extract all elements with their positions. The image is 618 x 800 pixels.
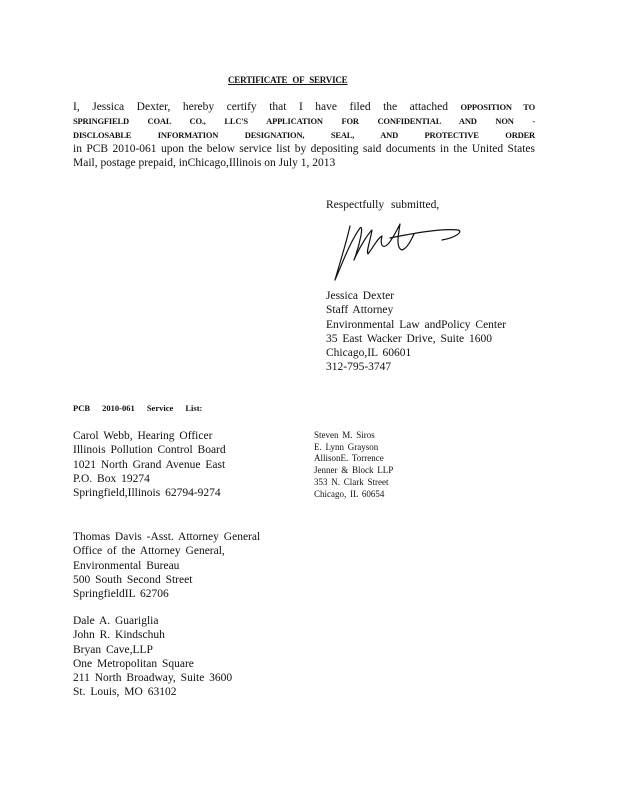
signer-phone: 312-795-3747 [326,361,392,374]
body-line-2: SPRINGFIELD COAL CO., LLC'S APPLICATION FOR CONFIDENTIAL AND NON - [73,116,535,126]
closing-text: Respectfully submitted, [326,199,440,211]
body-line-3: DISCLOSABLE INFORMATION DESIGNATION, SEAL, AND PROTECTIVE ORDER [73,130,535,140]
recipient-address: Carol Webb, Hearing Officer Illinois Pollution Control Board 1021 North Grand Avenue East P.O. Box 19274 Springfield,Illinois 62794-9274 [73,430,226,500]
body-line-1: I, Jessica Dexter, hereby certify that I have filed the attached OPPOSITION TO [73,101,535,113]
signer-name: Jessica Dexter [326,290,395,302]
signer-street: 35 East Wacker Drive, Suite 1600 [326,332,492,345]
signer-title: Staff Attorney [326,304,394,317]
recipient-address: Dale A. Guariglia John R. Kindschuh Bryan Cave,LLP One Metropolitan Square 211 North Broadway, Suite 3600 St. Louis, MO 63102 [73,615,233,699]
handwritten-signature [330,214,470,286]
service-list-heading: PCB 2010-061 Service List: [73,403,203,413]
document-title: CERTIFICATE OF SERVICE [228,75,348,85]
signer-block [326,289,506,375]
signer-org: Environmental Law andPolicy Center [326,318,507,331]
body-line-4: in PCB 2010-061 upon the below service list by depositing said documents in the United States [73,143,535,155]
recipient-address: Thomas Davis -Asst. Attorney General Office of the Attorney General, Environmental Bureau 500 South Second Street SpringfieldIL 62706 [73,531,261,601]
recipient-address: Steven M. Siros E. Lynn Grayson AllisonE. Torrence Jenner & Block LLP 353 N. Clark Street Chicago, IL 60654 [314,430,394,499]
body-line-5: Mail, postage prepaid, inChicago,Illinois on July 1, 2013 [73,157,336,169]
signer-city: Chicago,IL 60601 [326,347,412,360]
certificate-body [73,100,535,170]
